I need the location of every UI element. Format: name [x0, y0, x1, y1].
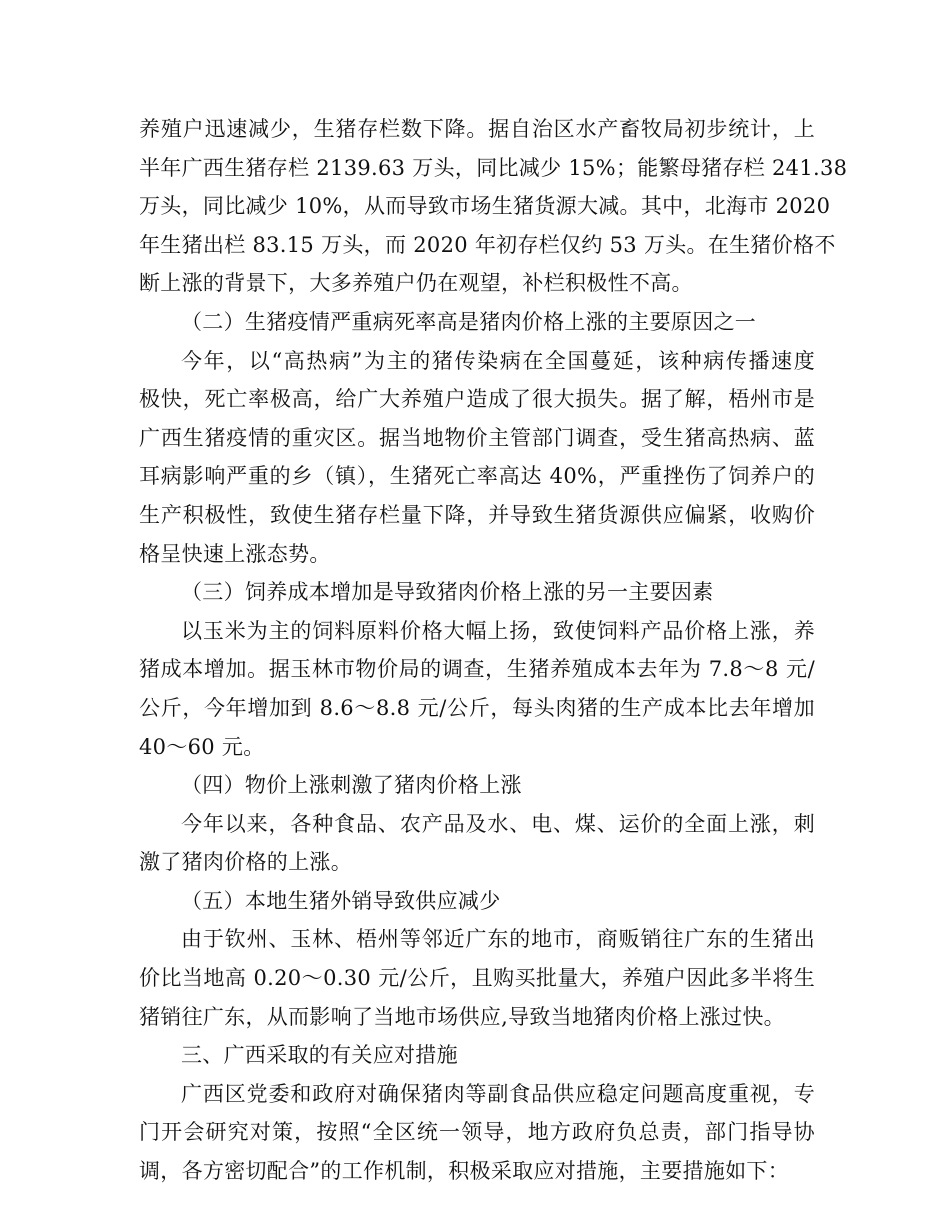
text-line: 以玉米为主的饲料原料价格大幅上扬，致使饲料产品价格上涨，养 — [181, 618, 815, 643]
text-line: 价比当地高 0.20～0.30 元/公斤，且购买批量大，养殖户因此多半将生 — [139, 966, 815, 991]
text-line: 极快，死亡率极高，给广大养殖户造成了很大损失。据了解，梧州市是 — [139, 387, 815, 412]
text-line: 年生猪出栏 83.15 万头，而 2020 年初存栏仅约 53 万头。在生猪价格不 — [139, 232, 836, 257]
text-line: 猪成本增加。据玉林市物价局的调查，生猪养殖成本去年为 7.8～8 元/ — [139, 657, 815, 682]
text-line: 耳病影响严重的乡（镇），生猪死亡率高达 40%，严重挫伤了饲养户的 — [139, 464, 815, 489]
text-line: 猪销往广东，从而影响了当地市场供应,导致当地猪肉价格上涨过快。 — [139, 1004, 785, 1029]
text-line: 调，各方密切配合”的工作机制，积极采取应对措施，主要措施如下： — [139, 1159, 790, 1184]
text-line: 广西生猪疫情的重灾区。据当地物价主管部门调查，受生猪高热病、蓝 — [139, 425, 815, 450]
heading-text: 三、广西采取的有关应对措施 — [181, 1043, 458, 1068]
text-line: 40～60 元。 — [139, 734, 265, 759]
text-line: 由于钦州、玉林、梧州等邻近广东的地市，商贩销往广东的生猪出 — [181, 927, 815, 952]
paragraph-measures — [139, 1075, 815, 1191]
section-heading-5 — [139, 882, 815, 921]
heading-text: （三）饲养成本增加是导致猪肉价格上涨的另一主要因素 — [181, 580, 714, 605]
text-line: 格呈快速上涨态势。 — [139, 541, 331, 566]
text-line: 激了猪肉价格的上涨。 — [139, 850, 352, 875]
text-line: 生产积极性，致使生猪存栏量下降，并导致生猪货源供应偏紧，收购价 — [139, 502, 815, 527]
paragraph-feed-cost — [139, 612, 815, 766]
section-heading-2 — [139, 303, 815, 342]
text-line: 今年，以“高热病”为主的猪传染病在全国蔓延，该种病传播速度 — [181, 348, 815, 373]
text-line: 今年以来，各种食品、农产品及水、电、煤、运价的全面上涨，刺 — [181, 811, 815, 836]
paragraph-export — [139, 920, 815, 1036]
section-heading-measures — [139, 1036, 815, 1075]
text-line: 广西区党委和政府对确保猪肉等副食品供应稳定问题高度重视，专 — [181, 1081, 815, 1106]
document-body — [139, 110, 848, 1191]
heading-text: （四）物价上涨刺激了猪肉价格上涨 — [181, 773, 522, 798]
text-line: 断上涨的背景下，大多养殖户仍在观望，补栏积极性不高。 — [139, 271, 693, 296]
section-heading-4 — [139, 766, 815, 805]
paragraph-disease — [139, 342, 815, 574]
text-line: 万头，同比减少 10%，从而导致市场生猪货源大减。其中，北海市 2020 — [139, 194, 831, 219]
text-line: 养殖户迅速减少，生猪存栏数下降。据自治区水产畜牧局初步统计，上 — [139, 117, 815, 141]
paragraph-price-rise — [139, 805, 815, 882]
text-line: 公斤，今年增加到 8.6～8.8 元/公斤，每头肉猪的生产成本比去年增加 — [139, 695, 815, 720]
paragraph-livestock-stock — [139, 110, 848, 303]
section-heading-3 — [139, 573, 815, 612]
heading-text: （二）生猪疫情严重病死率高是猪肉价格上涨的主要原因之一 — [181, 309, 757, 334]
text-line: 门开会研究对策，按照“全区统一领导，地方政府负总责，部门指导协 — [139, 1120, 815, 1145]
text-line: 半年广西生猪存栏 2139.63 万头，同比减少 15%；能繁母猪存栏 241.38 — [139, 155, 848, 180]
heading-text: （五）本地生猪外销导致供应减少 — [181, 888, 501, 913]
